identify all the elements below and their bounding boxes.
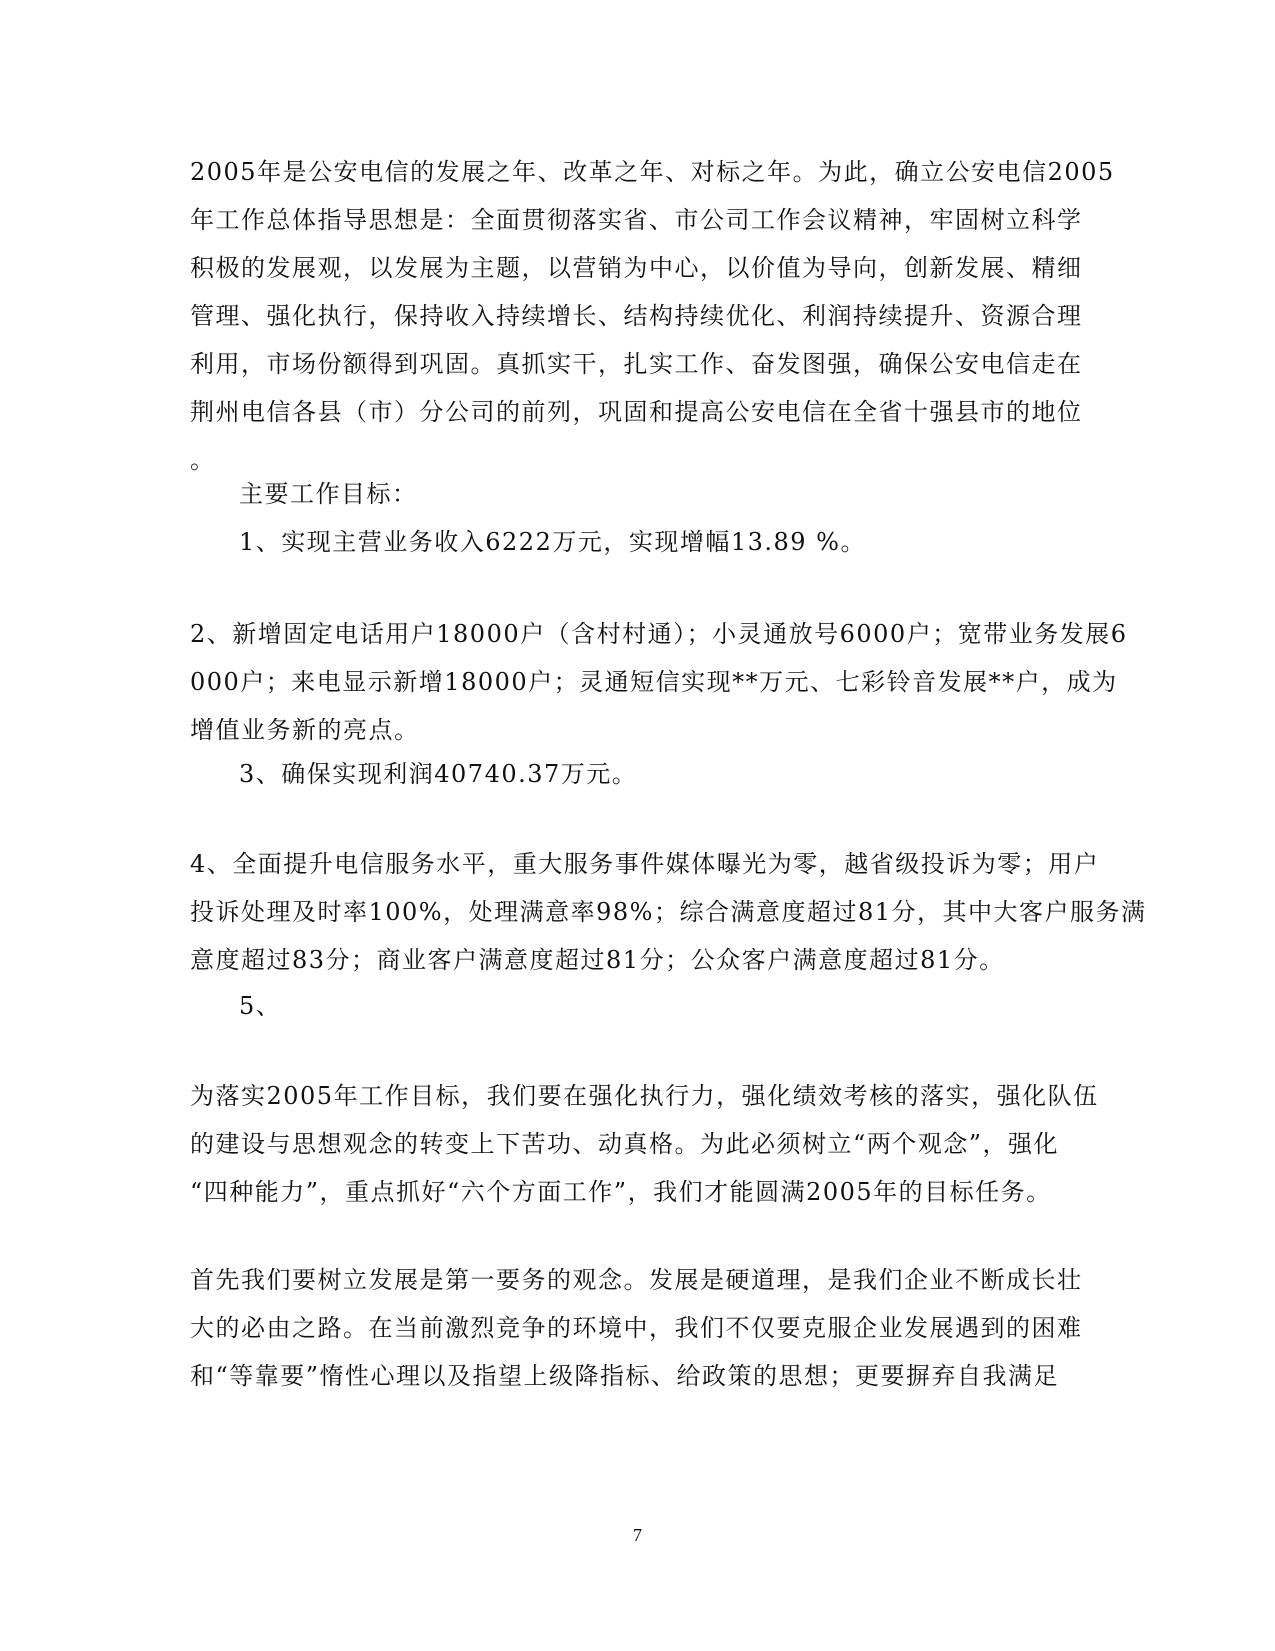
text-line: 荆州电信各县（市）分公司的前列，巩固和提高公安电信在全省十强县市的地位 (190, 398, 1083, 426)
text-line: 意度超过83分；商业客户满意度超过81分；公众客户满意度超过81分。 (190, 946, 1005, 974)
paragraph-goal-4 (190, 840, 1147, 984)
text-line: 为落实2005年工作目标，我们要在强化执行力，强化绩效考核的落实，强化队伍 (190, 1082, 1099, 1110)
text-line: 4、全面提升电信服务水平，重大服务事件媒体曝光为零，越省级投诉为零；用户 (190, 850, 1100, 878)
text-line: 大的必由之路。在当前激烈竞争的环境中，我们不仅要克服企业发展遇到的困难 (190, 1314, 1083, 1342)
text-line: 1、实现主营业务收入6222万元，实现增幅13.89 %。 (239, 528, 866, 556)
text-line: “四种能力”，重点抓好“六个方面工作”，我们才能圆满2005年的目标任务。 (190, 1178, 1052, 1206)
paragraph-goal-2 (190, 610, 1127, 754)
text-line: 主要工作目标： (239, 480, 418, 508)
text-line: 投诉处理及时率100%，处理满意率98%；综合满意度超过81分，其中大客户服务满 (190, 898, 1147, 926)
text-line: 。 (190, 446, 216, 474)
paragraph-development-concept (190, 1256, 1083, 1400)
paragraph-goal-5 (239, 982, 281, 1030)
paragraph-goal-3 (239, 750, 637, 798)
text-line: 和“等靠要”惰性心理以及指望上级降指标、给政策的思想；更要摒弃自我满足 (190, 1362, 1060, 1390)
text-line: 增值业务新的亮点。 (190, 716, 420, 744)
page-number: 7 (633, 1525, 642, 1545)
text-line: 000户；来电显示新增18000户；灵通短信实现**万元、七彩铃音发展**户，成为 (190, 668, 1118, 696)
text-line: 管理、强化执行，保持收入持续增长、结构持续优化、利润持续提升、资源合理 (190, 302, 1083, 330)
paragraph-guiding-thought (190, 148, 1115, 484)
text-line: 年工作总体指导思想是：全面贯彻落实省、市公司工作会议精神，牢固树立科学 (190, 206, 1083, 234)
text-line: 5、 (239, 992, 282, 1020)
paragraph-goals-heading (239, 470, 418, 518)
text-line: 利用，市场份额得到巩固。真抓实干，扎实工作、奋发图强，确保公安电信走在 (190, 350, 1083, 378)
text-line: 3、确保实现利润40740.37万元。 (239, 760, 638, 788)
text-line: 2、新增固定电话用户18000户（含村村通）；小灵通放号6000户；宽带业务发展6 (190, 620, 1128, 648)
paragraph-implementation (190, 1072, 1099, 1216)
text-line: 积极的发展观，以发展为主题，以营销为中心，以价值为导向，创新发展、精细 (190, 254, 1083, 282)
text-line: 的建设与思想观念的转变上下苦功、动真格。为此必须树立“两个观念”，强化 (190, 1130, 1060, 1158)
text-line: 2005年是公安电信的发展之年、改革之年、对标之年。为此，确立公安电信2005 (190, 158, 1115, 186)
text-line: 首先我们要树立发展是第一要务的观念。发展是硬道理，是我们企业不断成长壮 (190, 1266, 1083, 1294)
paragraph-goal-1 (239, 518, 866, 566)
